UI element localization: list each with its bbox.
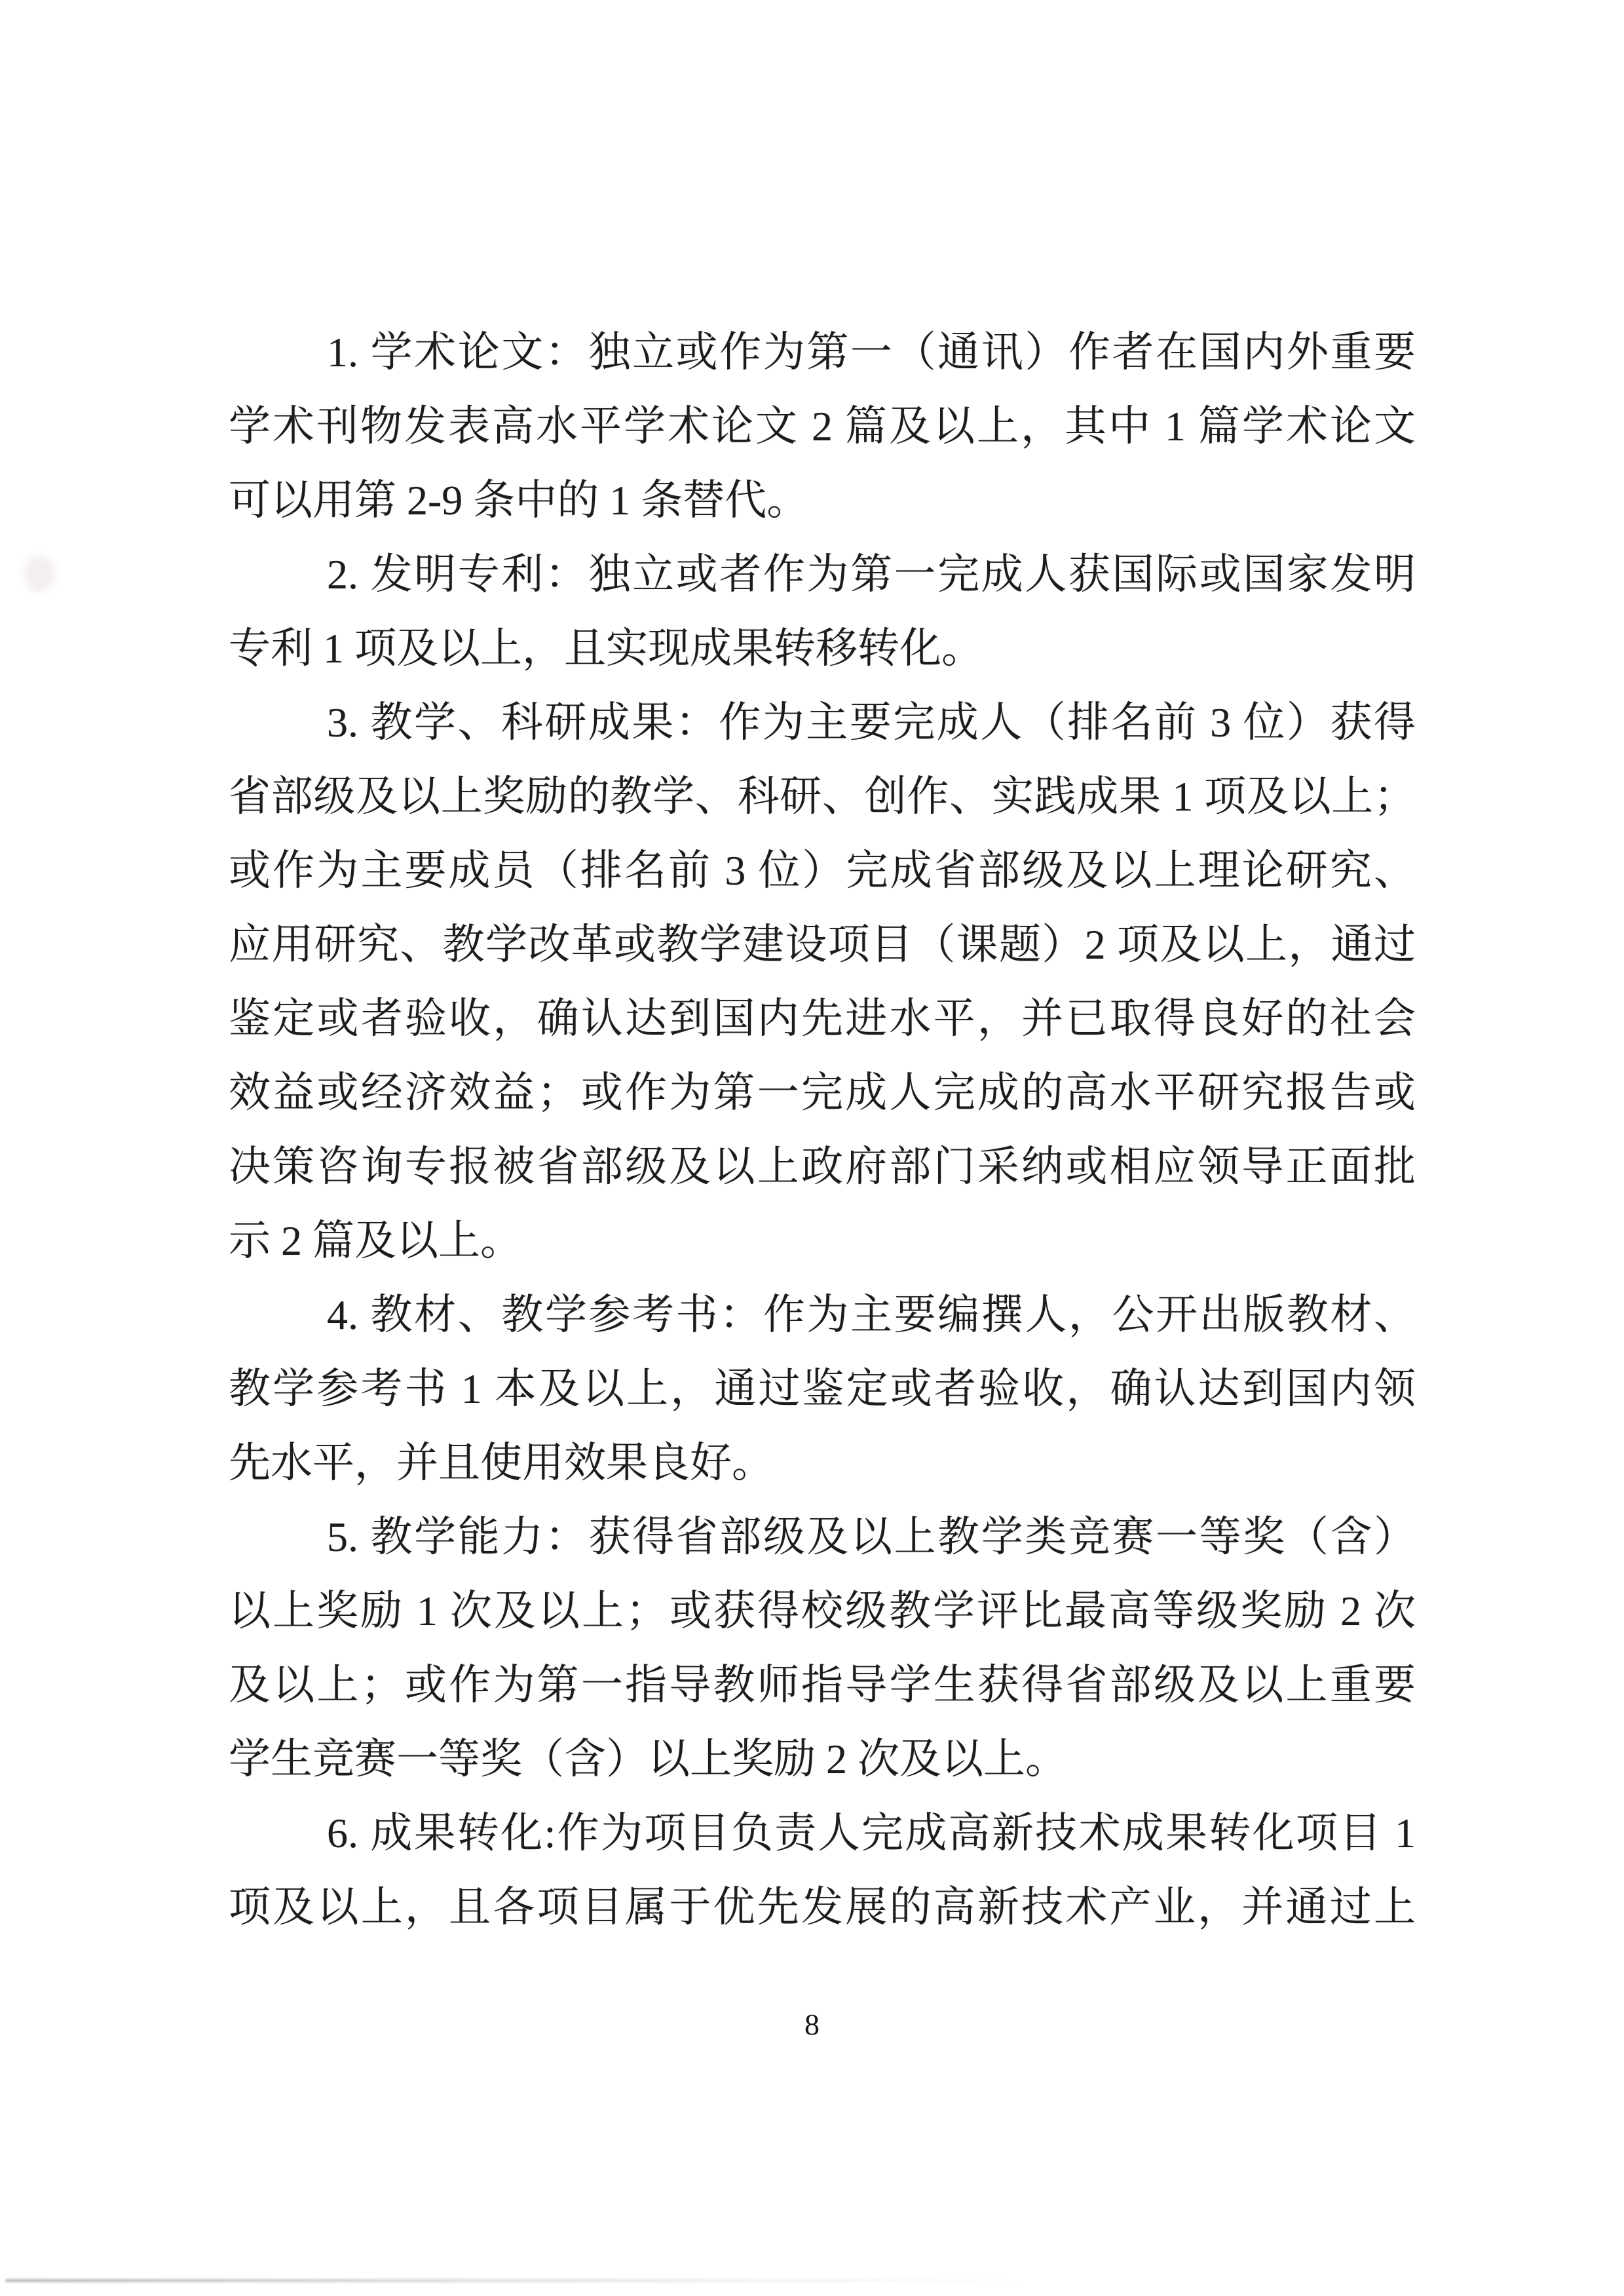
text-line: 专利 1 项及以上，且实现成果转移转化。 xyxy=(229,625,983,672)
text-line: 先水平，并且使用效果良好。 xyxy=(229,1440,774,1486)
text-line: 应用研究、教学改革或教学建设项目（课题）2 项及以上，通过 xyxy=(229,921,1416,968)
text-line: 决策咨询专报被省部级及以上政府部门采纳或相应领导正面批 xyxy=(229,1143,1416,1190)
text-line: 5. 教学能力：获得省部级及以上教学类竞赛一等奖（含） xyxy=(327,1514,1416,1560)
text-line: 教学参考书 1 本及以上，通过鉴定或者验收，确认达到国内领 xyxy=(229,1366,1416,1412)
text-line: 3. 教学、科研成果：作为主要完成人（排名前 3 位）获得 xyxy=(327,699,1416,746)
text-line: 效益或经济效益；或作为第一完成人完成的高水平研究报告或 xyxy=(229,1069,1416,1116)
page-number: 8 xyxy=(804,2008,820,2041)
text-line: 省部级及以上奖励的教学、科研、创作、实践成果 1 项及以上； xyxy=(229,773,1416,820)
text-line: 以上奖励 1 次及以上；或获得校级教学评比最高等级奖励 2 次 xyxy=(229,1588,1416,1634)
scan-smudge-artifact xyxy=(24,556,55,592)
text-line: 学术刊物发表高水平学术论文 2 篇及以上，其中 1 篇学术论文 xyxy=(229,403,1416,450)
text-line: 可以用第 2-9 条中的 1 条替代。 xyxy=(229,477,809,524)
text-line: 学生竞赛一等奖（含）以上奖励 2 次及以上。 xyxy=(229,1736,1067,1782)
text-line: 鉴定或者验收，确认达到国内先进水平，并已取得良好的社会 xyxy=(229,995,1416,1042)
text-line: 示 2 篇及以上。 xyxy=(229,1217,522,1264)
text-line: 1. 学术论文：独立或作为第一（通讯）作者在国内外重要 xyxy=(327,329,1416,375)
text-line: 及以上；或作为第一指导教师指导学生获得省部级及以上重要 xyxy=(229,1662,1416,1708)
text-line: 4. 教材、教学参考书：作为主要编撰人，公开出版教材、 xyxy=(327,1292,1416,1338)
document-body xyxy=(229,315,1416,1944)
text-line: 项及以上，且各项目属于优先发展的高新技术产业，并通过上 xyxy=(229,1884,1416,1930)
text-line: 6. 成果转化:作为项目负责人完成高新技术成果转化项目 1 xyxy=(327,1810,1416,1856)
text-line: 2. 发明专利：独立或者作为第一完成人获国际或国家发明 xyxy=(327,551,1416,598)
scan-bottom-line-artifact xyxy=(5,2279,1027,2282)
text-line: 或作为主要成员（排名前 3 位）完成省部级及以上理论研究、 xyxy=(229,847,1416,894)
